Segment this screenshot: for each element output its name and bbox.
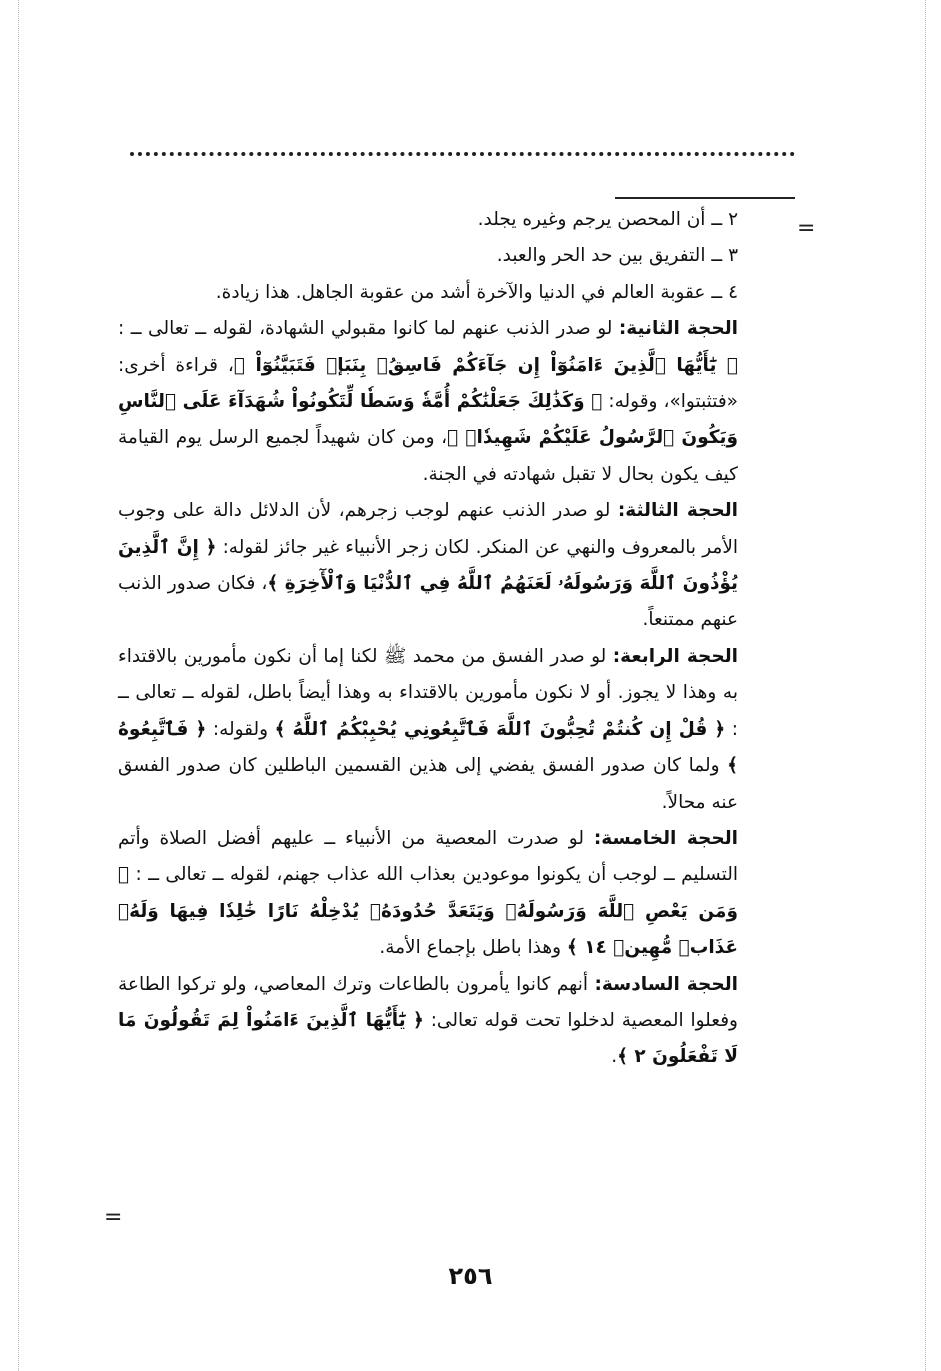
argument-label: الحجة الثالثة:	[617, 500, 739, 522]
argument-text: أنهم كانوا يأمرون بالطاعات وترك المعاصي، ولو تركوا الطاعة وفعلوا المعصية لدخلوا تحت قوله تعالى:	[118, 973, 738, 1031]
argument-label: الحجة الرابعة:	[612, 645, 738, 667]
argument-text: ، فكان صدور الذنب عنهم ممتنعاً.	[118, 573, 738, 631]
quran-verse: ﴿ وَمَن يَعْصِ ٱللَّهَ وَرَسُولَهُۥ وَيَتَعَدَّ حُدُودَهُۥ يُدْخِلْهُ نَارًا خَٰلِدٗا فِيهَا وَلَهُۥ عَذَابٞ مُّهِينٞ ١٤ ﴾	[118, 864, 738, 959]
argument-text: لو صدرت المعصية من الأنبياء ــ عليهم أفضل الصلاة وأتم التسليم ــ لوجب أن يكونوا موعودين بعذاب الله عذاب جهنم، لقوله ــ تعالى ــ :	[118, 827, 738, 886]
argument-label: الحجة السادسة:	[594, 973, 738, 995]
quran-verse: ﴿ يَٰٓأَيُّهَا ٱلَّذِينَ ءَامَنُواْ لِمَ تَقُولُونَ مَا لَا تَفْعَلُونَ ٢ ﴾	[118, 1009, 738, 1068]
quran-verse: ﴿ يَٰٓأَيُّهَا ٱلَّذِينَ ءَامَنُوٓاْ إِن جَآءَكُمْ فَاسِقُۢ بِنَبَإٖ فَتَبَيَّنُوٓاْ ﴾	[233, 354, 738, 376]
argument-text: لو صدر الذنب عنهم لما كانوا مقبولي الشهادة، لقوله ــ تعالى ــ :	[118, 318, 619, 340]
argument-fifth	[118, 821, 738, 967]
argument-text: ، ومن كان شهيداً لجميع الرسل يوم القيامة كيف يكون بحال لا تقبل شهادته في الجنة.	[118, 427, 738, 485]
quran-verse: ﴿ قُلْ إِن كُنتُمْ تُحِبُّونَ ٱللَّهَ فَٱتَّبِعُونِي يُحْبِبْكُمُ ٱللَّهُ ﴾	[274, 718, 726, 740]
argument-text: ولقوله:	[206, 718, 275, 740]
continuation-mark-bottom: =	[104, 1205, 123, 1230]
argument-label: الحجة الثانية:	[618, 318, 739, 340]
list-item-4: ٤ ــ عقوبة العالم في الدنيا والآخرة أشد من عقوبة الجاهل. هذا زيادة.	[215, 281, 738, 303]
list-item-2: ٢ ــ أن المحصن يرجم وغيره يجلد.	[477, 209, 738, 230]
list-item-3: ٣ ــ التفريق بين حد الحر والعبد.	[496, 245, 738, 267]
argument-fourth	[118, 639, 738, 821]
argument-sixth	[118, 967, 738, 1076]
argument-text: ولما كان صدور الفسق يفضي إلى هذين القسمين الباطلين كان صدور الفسق عنه محالاً.	[118, 755, 738, 813]
quran-verse: ﴿ إِنَّ ٱلَّذِينَ يُؤْذُونَ ٱللَّهَ وَرَسُولَهُۥ لَعَنَهُمُ ٱللَّهُ فِي ٱلدُّنْيَا وَٱلْأٓخِرَةِ ﴾	[118, 536, 738, 595]
argument-text: ، قراءة أخرى: «فتثبتوا»، وقوله:	[118, 354, 738, 413]
page-number: ٢٥٦	[448, 1262, 493, 1290]
footnote-rule	[615, 197, 795, 199]
argument-label: الحجة الخامسة:	[593, 827, 738, 849]
quran-verse: ﴿ وَكَذَٰلِكَ جَعَلْنَٰكُمْ أُمَّةٗ وَسَطٗا لِّتَكُونُواْ شُهَدَآءَ عَلَى ٱلنَّاسِ وَيَكُونَ ٱلرَّسُولُ عَلَيْكُمْ شَهِيدٗاۗ ﴾	[118, 391, 738, 449]
header-dotted-rule	[130, 152, 795, 156]
scan-edge-left	[18, 0, 19, 1371]
argument-text: لو صدر الفسق من محمد ﷺ لكنا إما أن نكون مأمورين بالاقتداء به وهذا لا يجوز. أو لا نكون مأمورين بالاقتداء به وهذا أيضاً باطل، لقوله ــ تعالى ــ :	[118, 645, 738, 740]
argument-third	[118, 493, 738, 639]
argument-second	[118, 311, 738, 493]
page-body	[118, 202, 738, 1076]
argument-text: .	[611, 1046, 618, 1068]
quran-verse: ﴿ فَٱتَّبِعُوهُ ﴾	[118, 718, 738, 777]
argument-text: وهذا باطل بإجماع الأمة.	[379, 937, 567, 959]
argument-text: لو صدر الذنب عنهم لوجب زجرهم، لأن الدلائل دالة على وجوب الأمر بالمعروف والنهي عن المنكر. لكان زجر الأنبياء غير جائز لقوله:	[118, 500, 739, 558]
continuation-mark-top: =	[797, 216, 816, 241]
scan-edge-right	[925, 0, 926, 1371]
